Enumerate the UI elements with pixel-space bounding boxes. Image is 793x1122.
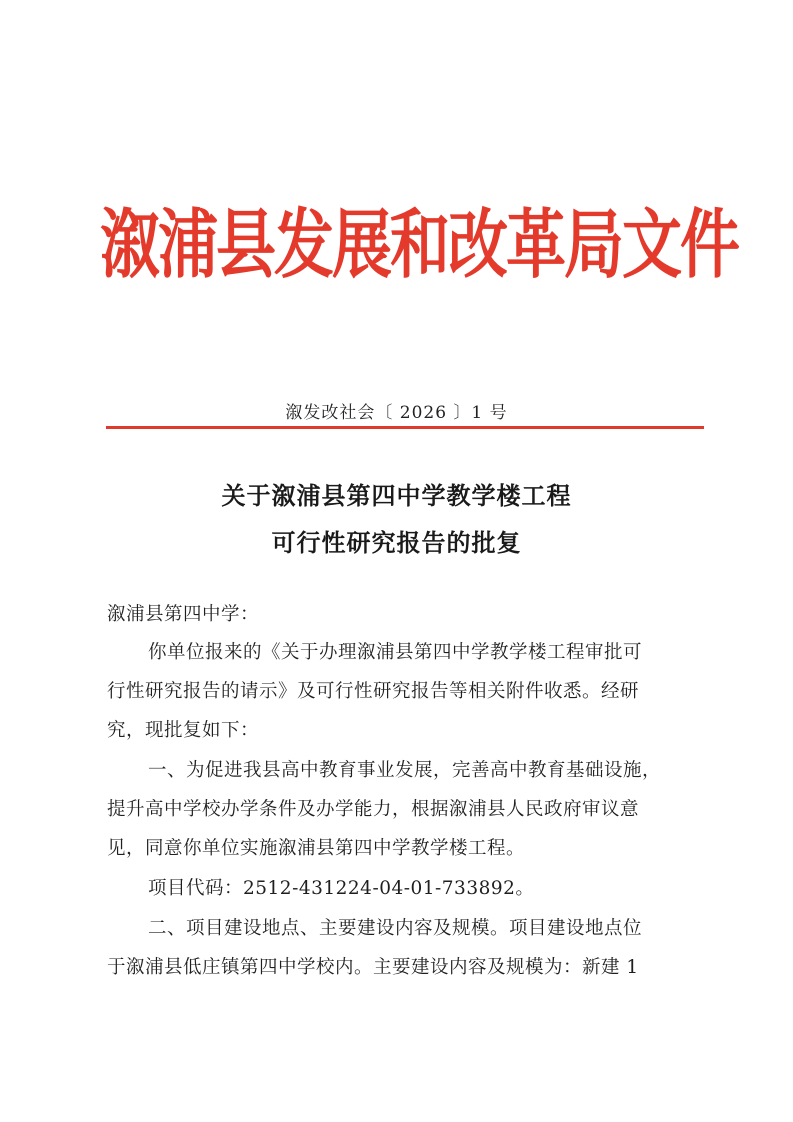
paragraph-1-line-1: 你单位报来的《关于办理溆浦县第四中学教学楼工程审批可: [148, 642, 643, 663]
paragraph-1-line-2: 行性研究报告的请示》及可行性研究报告等相关附件收悉。经研: [107, 681, 640, 702]
paragraph-2-line-2: 提升高中学校办学条件及办学能力，根据溆浦县人民政府审议意: [107, 799, 640, 820]
project-code-line: 项目代码：2512-431224-04-01-733892。: [148, 878, 535, 899]
document-number: 溆发改社会〔 2026 〕1 号: [285, 403, 508, 423]
paragraph-2-line-3: 见，同意你单位实施溆浦县第四中学教学楼工程。: [107, 838, 526, 859]
paragraph-4-line-1: 二、项目建设地点、主要建设内容及规模。项目建设地点位: [148, 918, 643, 939]
paragraph-2-line-1: 一、为促进我县高中教育事业发展，完善高中教育基础设施，: [148, 760, 662, 781]
document-title-line-2: 可行性研究报告的批复: [271, 528, 522, 557]
paragraph-4-line-2: 于溆浦县低庄镇第四中学校内。主要建设内容及规模为：新建 1: [107, 957, 639, 978]
paragraph-1-line-3: 究，现批复如下：: [107, 720, 260, 741]
addressee: 溆浦县第四中学：: [107, 604, 260, 625]
document-title-line-1: 关于溆浦县第四中学教学楼工程: [221, 481, 572, 510]
red-separator-line: [106, 426, 704, 429]
issuer-header: 溆浦县发展和改革局文件: [100, 201, 738, 290]
